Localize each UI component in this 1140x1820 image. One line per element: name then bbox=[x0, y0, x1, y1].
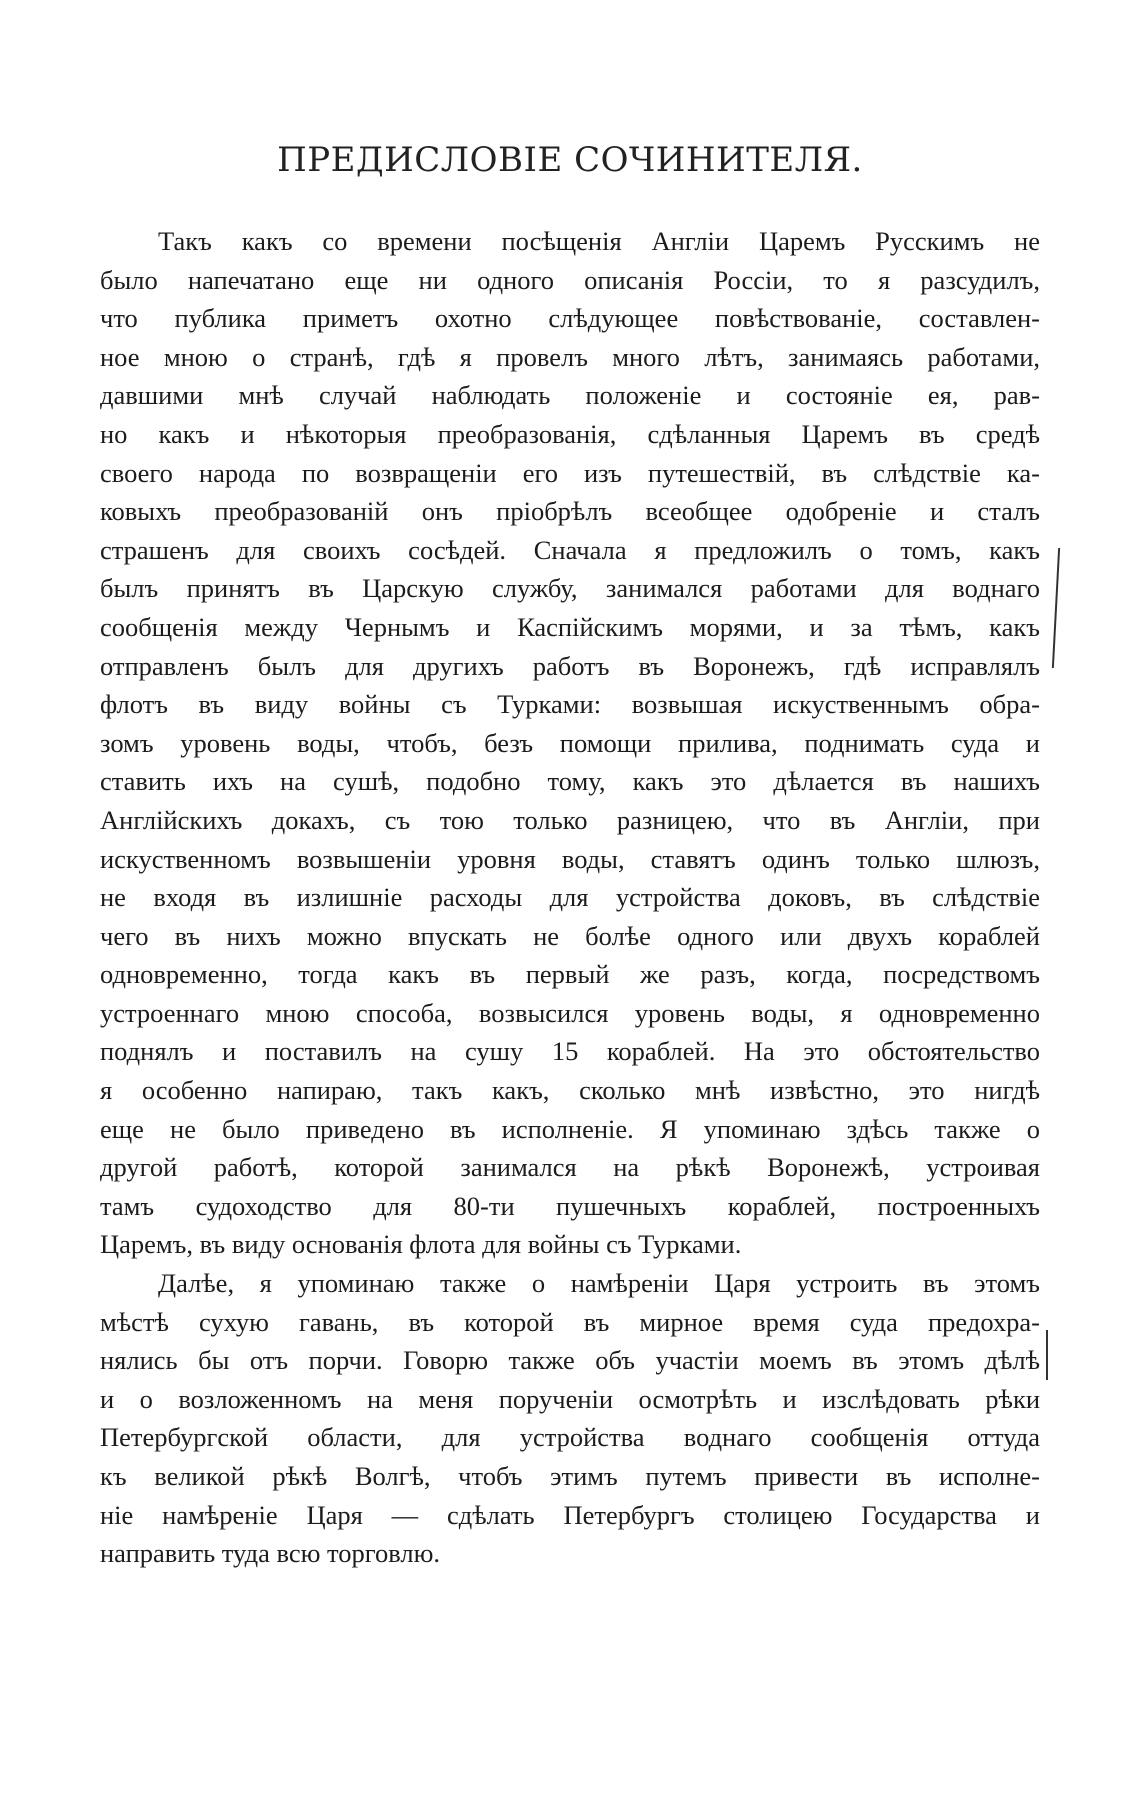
text-line: Царемъ, въ виду основанія флота для войны съ Турками. bbox=[100, 1229, 742, 1260]
text-line: тамъ судоходство для 80-ти пушечныхъ кораблей, построенныхъ bbox=[100, 1190, 1040, 1221]
text-line: нялись бы отъ порчи. Говорю также объ участіи моемъ въ этомъ дѣлѣ bbox=[100, 1345, 1040, 1376]
paragraph-1 bbox=[100, 222, 1040, 1264]
text-line: направить туда всю торговлю. bbox=[100, 1538, 440, 1569]
text-line: Далѣе, я упоминаю также о намѣреніи Царя устроить въ этомъ bbox=[158, 1268, 1040, 1299]
paragraph-2 bbox=[100, 1264, 1040, 1573]
text-line: Англійскихъ докахъ, съ тою только разницею, что въ Англіи, при bbox=[100, 804, 1040, 835]
text-line: флотъ въ виду войны съ Турками: возвышая искуственнымъ обра- bbox=[100, 689, 1040, 720]
text-line: страшенъ для своихъ сосѣдей. Сначала я предложилъ о томъ, какъ bbox=[100, 534, 1040, 565]
text-line: поднялъ и поставилъ на сушу 15 кораблей. На это обстоятельство bbox=[100, 1036, 1040, 1067]
text-line: ное мною о странѣ, гдѣ я провелъ много лѣтъ, занимаясь работами, bbox=[100, 341, 1040, 372]
text-line: одновременно, тогда какъ въ первый же разъ, когда, посредствомъ bbox=[100, 959, 1040, 990]
text-line: ковыхъ преобразованій онъ пріобрѣлъ всеобщее одобреніе и сталъ bbox=[100, 496, 1040, 527]
text-line: былъ принятъ въ Царскую службу, занимался работами для воднаго bbox=[100, 573, 1040, 604]
text-line: искуственномъ возвышеніи уровня воды, ставятъ одинъ только шлюзъ, bbox=[100, 843, 1040, 874]
text-line: Петербургской области, для устройства воднаго сообщенія оттуда bbox=[100, 1422, 1040, 1453]
text-line: къ великой рѣкѣ Волгѣ, чтобъ этимъ путемъ привести въ исполне- bbox=[100, 1461, 1040, 1491]
text-line: ніе намѣреніе Царя — сдѣлать Петербургъ столицею Государства и bbox=[100, 1499, 1040, 1530]
text-line: еще не было приведено въ исполненіе. Я упоминаю здѣсь также о bbox=[100, 1113, 1040, 1144]
text-line: устроеннаго мною способа, возвысился уровень воды, я одновременно bbox=[100, 997, 1040, 1028]
text-line: отправленъ былъ для другихъ работъ въ Воронежъ, гдѣ исправлялъ bbox=[100, 650, 1040, 681]
text-line: не входя въ излишніе расходы для устройства доковъ, въ слѣдствіе bbox=[100, 882, 1040, 913]
text-line: своего народа по возвращеніи его изъ путешествій, въ слѣдствіе ка- bbox=[100, 457, 1040, 488]
text-line: другой работѣ, которой занимался на рѣкѣ Воронежѣ, устроивая bbox=[100, 1152, 1040, 1183]
page-title: ПРЕДИСЛОВІЕ СОЧИНИТЕЛЯ. bbox=[277, 140, 863, 180]
text-line: было напечатано еще ни одного описанія Россіи, то я разсудилъ, bbox=[100, 264, 1040, 295]
body-text bbox=[100, 222, 1040, 1573]
text-line: Такъ какъ со времени посѣщенія Англіи Царемъ Русскимъ не bbox=[158, 226, 1040, 256]
text-line: я особенно напираю, такъ какъ, сколько мнѣ извѣстно, это нигдѣ bbox=[100, 1075, 1040, 1106]
text-line: сообщенія между Чернымъ и Каспійскимъ морями, и за тѣмъ, какъ bbox=[100, 611, 1040, 642]
text-line: ставить ихъ на сушѣ, подобно тому, какъ это дѣлается въ нашихъ bbox=[100, 766, 1040, 797]
text-line: и о возложенномъ на меня порученіи осмотрѣть и изслѣдовать рѣки bbox=[100, 1383, 1040, 1414]
text-line: но какъ и нѣкоторыя преобразованія, сдѣланныя Царемъ въ средѣ bbox=[100, 418, 1040, 449]
margin-line-mark bbox=[1046, 1330, 1048, 1380]
margin-bracket-mark bbox=[1052, 548, 1070, 668]
text-line: что публика приметъ охотно слѣдующее повѣствованіе, составлен- bbox=[100, 303, 1040, 334]
text-line: мѣстѣ сухую гавань, въ которой въ мирное время суда предохра- bbox=[100, 1306, 1040, 1337]
text-line: давшими мнѣ случай наблюдать положеніе и состояніе ея, рав- bbox=[100, 380, 1040, 411]
text-line: чего въ нихъ можно впускать не болѣе одного или двухъ кораблей bbox=[100, 920, 1040, 951]
text-line: зомъ уровень воды, чтобъ, безъ помощи прилива, поднимать суда и bbox=[100, 727, 1040, 758]
